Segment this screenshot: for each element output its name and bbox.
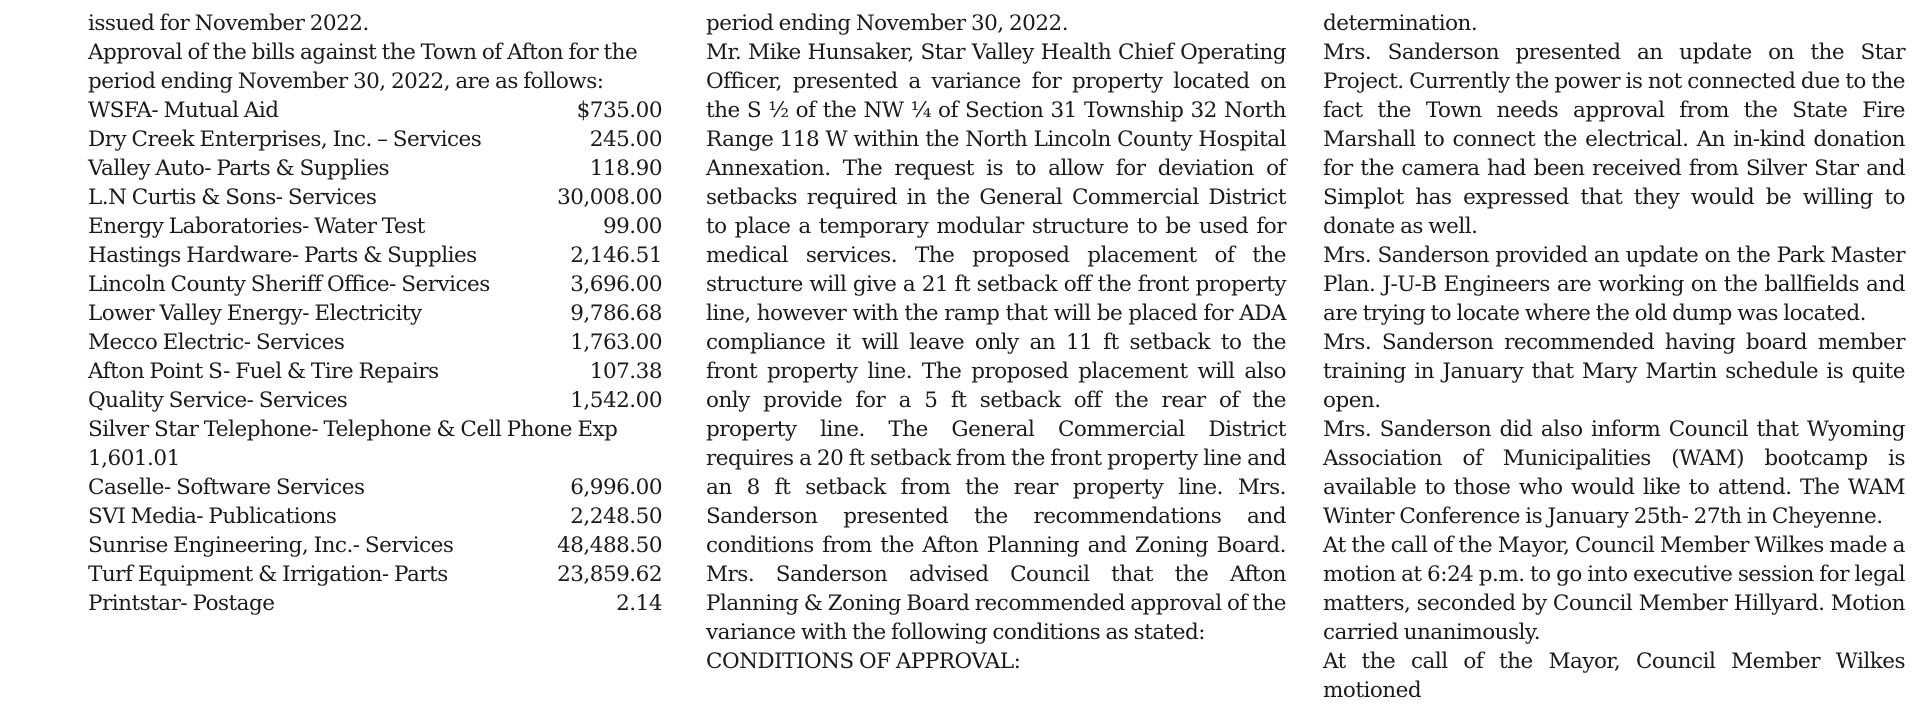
bill-name: Hastings Hardware- Parts & Supplies	[88, 243, 477, 268]
bill-name: Dry Creek Enterprises, Inc. – Services	[88, 127, 482, 152]
bill-row-wrapped	[88, 415, 662, 473]
bill-name: Printstar- Postage	[88, 591, 275, 616]
bill-amount: 2,248.50	[570, 504, 662, 529]
bill-amount: 9,786.68	[570, 301, 662, 326]
bill-amount: 1,763.00	[570, 330, 662, 355]
bill-amount: 245.00	[589, 127, 662, 152]
bill-row	[88, 212, 662, 241]
bills-approval-text: Approval of the bills against the Town of Afton for the period ending November 30, 2022, are as follows:	[88, 40, 638, 94]
bill-name: Mecco Electric- Services	[88, 330, 345, 355]
bill-name: Sunrise Engineering, Inc.- Services	[88, 533, 454, 558]
bill-amount	[548, 96, 662, 125]
bill-row	[88, 589, 662, 618]
right-column	[1323, 0, 1905, 705]
bill-amount: 118.90	[589, 156, 662, 181]
bill-amount: 30,008.00	[557, 185, 662, 210]
left-column	[88, 0, 662, 618]
park-master-plan-paragraph: Mrs. Sanderson provided an update on the Park Master Plan. J-U-B Engineers are working on the ballfields and are trying to locate where the old dump was located.	[1323, 243, 1905, 326]
bill-name: WSFA- Mutual Aid	[88, 98, 279, 123]
bill-row	[88, 531, 662, 560]
bill-row	[88, 154, 662, 183]
bill-amount: 6,996.00	[570, 475, 662, 500]
bill-amount: 2,146.51	[570, 243, 662, 268]
bill-amount: 2.14	[616, 591, 662, 616]
bill-amount: 3,696.00	[570, 272, 662, 297]
bill-row	[88, 502, 662, 531]
middle-column	[706, 0, 1286, 676]
bill-name: L.N Curtis & Sons- Services	[88, 185, 377, 210]
bill-amount: 99.00	[602, 214, 662, 239]
bill-name: SVI Media- Publications	[88, 504, 337, 529]
bill-row	[88, 270, 662, 299]
bill-row	[88, 183, 662, 212]
bill-amount: 48,488.50	[557, 533, 662, 558]
bill-row	[88, 560, 662, 589]
bill-amount: 23,859.62	[557, 562, 662, 587]
bill-row	[88, 473, 662, 502]
bill-name: Energy Laboratories- Water Test	[88, 214, 425, 239]
board-training-paragraph: Mrs. Sanderson recommended having board member training in January that Mary Martin schedule is quite open.	[1323, 330, 1905, 413]
bill-name: Lower Valley Energy- Electricity	[88, 301, 422, 326]
bill-name: Valley Auto- Parts & Supplies	[88, 156, 390, 181]
bill-amount: 1,542.00	[570, 388, 662, 413]
right-intro-line: determination.	[1323, 11, 1478, 36]
bill-row	[88, 241, 662, 270]
bill-name: Silver Star Telephone- Telephone & Cell Phone Exp	[88, 417, 618, 442]
bill-name: Turf Equipment & Irrigation- Parts	[88, 562, 448, 587]
closing-motion-paragraph: At the call of the Mayor, Council Member Wilkes motioned	[1323, 649, 1905, 703]
bills-list	[88, 96, 662, 618]
partial-top-line-right	[1323, 0, 1905, 9]
star-project-paragraph: Mrs. Sanderson presented an update on the Star Project. Currently the power is not connected due to the fact the Town needs approval from the State Fire Marshall to connect the electrical. An in-kind donation for the camera had been received from Silver Star and Simplot has expressed that they would be willing to donate as well.	[1323, 40, 1905, 239]
bill-name: Afton Point S- Fuel & Tire Repairs	[88, 359, 439, 384]
bill-row	[88, 328, 662, 357]
left-intro-line: issued for November 2022.	[88, 11, 369, 36]
bill-row	[88, 357, 662, 386]
bill-amount: 1,601.01	[88, 446, 180, 471]
bill-row	[88, 96, 662, 125]
variance-paragraph: Mr. Mike Hunsaker, Star Valley Health Chief Operating Officer, presented a variance for property located on the S ½ of the NW ¼ of Section 31 Township 32 North Range 118 W within the North Lincoln County Hospital Annexation. The request is to allow for deviation of setbacks required in the General Commercial District to place a temporary modular structure to be used for medical services. The proposed placement of the structure will give a 21 ft setback off the front property line, however with the ramp that will be placed for ADA compliance it will leave only an 11 ft setback to the front property line. The proposed placement will also only provide for a 5 ft setback off the rear of the property line. The General Commercial District requires a 20 ft setback from the front property line and an 8 ft setback from the rear property line. Mrs. Sanderson presented the recommendations and conditions from the Afton Planning and Zoning Board. Mrs. Sanderson advised Council that the Afton Planning & Zoning Board recommended approval of the variance with the following conditions as stated:	[706, 40, 1286, 645]
bill-name: Quality Service- Services	[88, 388, 348, 413]
conditions-heading: CONDITIONS OF APPROVAL:	[706, 649, 1021, 674]
middle-intro-line: period ending November 30, 2022.	[706, 11, 1069, 36]
bill-row	[88, 299, 662, 328]
bill-amount: 107.38	[589, 359, 662, 384]
bill-row	[88, 386, 662, 415]
bill-row	[88, 125, 662, 154]
partial-top-line-left	[88, 0, 662, 9]
bill-amount-value: 735.00	[589, 98, 662, 123]
executive-session-paragraph: At the call of the Mayor, Council Member Wilkes made a motion at 6:24 p.m. to go into executive session for legal matters, seconded by Council Member Hillyard. Motion carried unanimously.	[1323, 533, 1905, 645]
bill-name: Caselle- Software Services	[88, 475, 365, 500]
currency-symbol: $	[576, 98, 590, 123]
partial-top-line-middle	[706, 0, 1286, 9]
wam-bootcamp-paragraph: Mrs. Sanderson did also inform Council that Wyoming Association of Municipalities (WAM) bootcamp is available to those who would like to attend. The WAM Winter Conference is January 25th- 27th in Cheyenne.	[1323, 417, 1905, 529]
bill-name: Lincoln County Sheriff Office- Services	[88, 272, 490, 297]
